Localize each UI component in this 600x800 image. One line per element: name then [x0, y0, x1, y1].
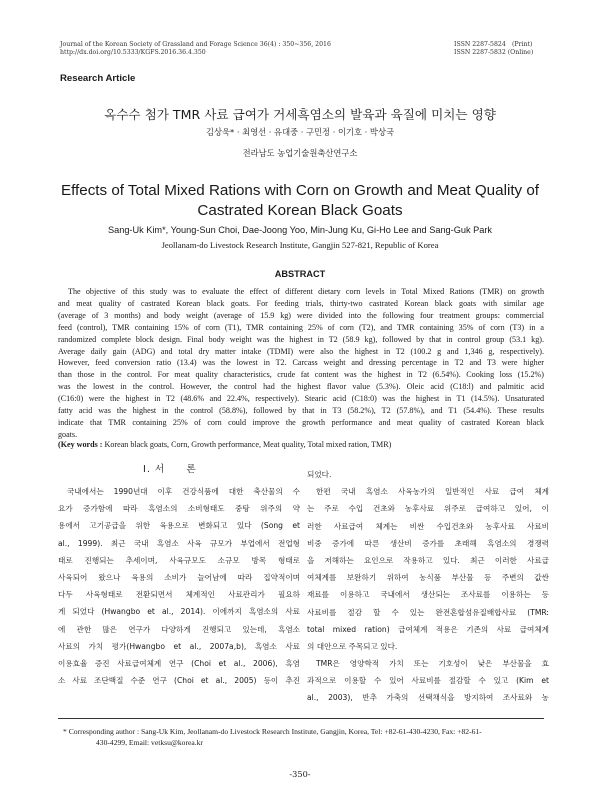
page-number: -350-	[289, 769, 311, 779]
body-text-line: al., 1999). 최근 국내 흑염소 사육 규모가 부업에서 전업형	[58, 538, 300, 548]
body-text-line: 소 사료 조단백질 수준 연구 (Choi et al., 2005) 등이 추진	[58, 676, 300, 686]
abstract-line: The objective of this study was to evaluate the effect of different dietary corn levels in Total Mixed Rations (TMR) on growth	[68, 287, 544, 296]
abstract-heading: ABSTRACT	[274, 269, 326, 279]
body-text-line: 여체계를 보완하기 위하여 농식품 부산물 등 주변의 값싼	[307, 573, 549, 583]
body-text-line: al., 2003), 반추 가축의 선택채식을 방지하여 조사료와 농	[307, 693, 549, 703]
abstract-line: randomized complete block design. Final body weight was the highest in T2 (58.9 kg), followed by that in control group (53.1 kg).	[58, 334, 544, 344]
body-text-line: 국내에서는 1990년대 이후 건강식품에 대한 축산물의 수	[67, 487, 300, 496]
body-text-line: 요가 증가함에 따라 흑염소의 소비형태도 중탕 위주의 약	[58, 504, 300, 514]
body-text-line: total mixed ration) 급여체계 적용은 기존의 사료 급여체계	[307, 624, 549, 634]
english-affiliation: Jeollanam-do Livestock Research Institute, Gangjin 527-821, Republic of Korea	[161, 240, 439, 250]
body-text-line: 재료를 이용하고 국내에서 생산되는 조사료를 이용하는 등	[307, 590, 549, 600]
body-text-line: 게 되었다 (Hwangbo et al., 2014). 이에까지 흑염소의 사료	[58, 607, 300, 617]
english-authors: Sang-Uk Kim*, Young-Sun Choi, Dae-Joong Yoo, Min-Jung Ku, Gi-Ho Lee and Sang-Guk Park	[107, 225, 493, 235]
abstract-line: goats.	[58, 429, 78, 439]
body-text-line: 러한 사료급여 체계는 비싼 수입건초와 농후사료 사료비	[307, 521, 549, 531]
body-text-line: 과적으로 이용할 수 있어 사료비를 절감할 수 있고 (Kim et	[307, 676, 549, 686]
korean-affiliation: 전라남도 농업기술원축산연구소	[242, 148, 358, 158]
body-text-line: 사료비를 절감 할 수 있는 완전혼합섬유질배합사료 (TMR:	[307, 607, 549, 617]
abstract-line: However, feed conversion ratio (13.4) was the lowest in T2. Carcass weight and dressing percentage in T2 and T3 were higher	[58, 358, 544, 368]
abstract-line: fatty acid was the highest in the control (58.8%), followed by that in T3 (58.2%), T2 (57.8%), and T1 (54.4%). These results	[58, 406, 544, 415]
english-title-line-1: Effects of Total Mixed Rations with Corn on Growth and Meat Quality of	[60, 182, 540, 199]
abstract-line: Average daily gain (ADG) and total dry matter intake (TDMI) were also the highest in T2 (100.2 g and 1,346 g, respectively).	[58, 346, 544, 356]
body-text-line: 한편 국내 흑염소 사육농가의 일반적인 사료 급여 체계	[316, 487, 549, 497]
body-left-column	[58, 483, 300, 689]
journal-citation: Journal of the Korean Society of Grassland and Forage Science 36(4) : 350~356, 2016	[60, 41, 331, 48]
body-text-line: 사료의 가치 평가(Hwangbo et al., 2007a,b), 흑염소 사료	[58, 641, 300, 651]
english-title-line-2: Castrated Korean Black Goats	[197, 202, 403, 219]
abstract-line: than those in the control. For meat quality characteristics, crude fat content was the highest in T2 (6.54%). Cooking loss (15.2%)	[58, 370, 544, 380]
body-text-line: 다두 사육형태로 전환되면서 체계적인 사료관리가 필요하	[58, 590, 300, 600]
keywords-list: Korean black goats, Corn, Growth performance, Meat quality, Total mixed ration, TMR)	[102, 440, 392, 449]
body-text-line: 태로 진행되는 추세이며, 사육규모도 소규모 방목 형태로	[58, 555, 300, 565]
doi-link[interactable]: http://dx.doi.org/10.5333/KGFS.2016.36.4.350	[60, 49, 206, 56]
body-text-line: 이용효율 증진 사료급여체계 연구 (Choi et al., 2006), 흑염	[58, 658, 300, 668]
body-text-line: 는 주로 수입 건초와 농후사료 위주로 급여하고 있어, 이	[307, 504, 549, 514]
body-right-column	[307, 466, 549, 707]
keywords	[58, 439, 544, 451]
issn-print: ISSN 2287-5824 (Print)	[454, 41, 533, 48]
body-text-line: 비중 증가에 따른 생산비 증가를 초래해 흑염소의 경쟁력	[307, 538, 549, 548]
issn-online: ISSN 2287-5832 (Online)	[454, 49, 534, 56]
footnote-line-2: 430-4299, Email: vetksu@korea.kr	[96, 738, 203, 747]
body-text-line: 을 저해하는 요인으로 작용하고 있다. 최근 이러한 사료급	[307, 555, 549, 565]
korean-title: 옥수수 첨가 TMR 사료 급여가 거세흑염소의 발육과 육질에 미치는 영향	[104, 107, 496, 122]
body-text-line: 되었다.	[307, 470, 332, 479]
footnote-line-1: * Corresponding author : Sang-Uk Kim, Jeollanam-do Livestock Research Institute, Gangjin, Korea, Tel: +82-61-430-4230, Fax: +82-61-	[63, 727, 482, 736]
abstract-line: (average of 3 months) and body weight (average of 15.9 kg) were divided into the following four treatment groups: commercial	[58, 310, 544, 320]
keywords-label: (Key words :	[58, 440, 103, 449]
body-text-line: 사육되어 왔으나 육용의 소비가 늘어남에 따라 집약적이며	[58, 572, 300, 582]
article-type: Research Article	[60, 73, 136, 84]
abstract-line: (C16:0) were the highest in T2 (48.6% and 22.4%, respectively). Stearic acid (C18:0) was the highest in T1 (14.5%). Unsaturated	[58, 394, 544, 404]
abstract-line: and meat quality of castrated Korean black goats. For feeding trials, thirty-two castrated Korean black goats with similar age	[58, 298, 544, 308]
abstract-line: indicate that TMR containing 25% of corn could improve the growth performance and meat quality of castrated Korean black	[58, 417, 544, 427]
body-text-line: 의 대안으로 주목되고 있다.	[307, 641, 398, 651]
section-heading-introduction: Ⅰ. 서 론	[143, 464, 197, 475]
body-text-line: 용에서 고기공급을 위한 육용으로 변화되고 있다 (Song et	[58, 521, 300, 531]
korean-authors: 김상욱* · 최영선 · 유대중 · 구민정 · 이기호 · 박상국	[206, 127, 394, 137]
body-text-line: TMR은 영양학적 가치 또는 기호성이 낮은 부산물을 효	[316, 659, 549, 669]
footnote-divider	[58, 718, 544, 719]
abstract-line: feed (control), TMR containing 15% of corn (T1), TMR containing 25% of corn (T2), and TMR containing 35% of corn (T3) in a	[58, 322, 544, 332]
abstract-line: was the lowest in the control. However, the control had the highest flavor value (5.3%). Oleic acid (C18:l) and palmitic acid	[58, 382, 544, 392]
body-text-line: 에 관한 많은 연구가 다양하게 진행되고 있는데, 흑염소	[58, 624, 300, 634]
